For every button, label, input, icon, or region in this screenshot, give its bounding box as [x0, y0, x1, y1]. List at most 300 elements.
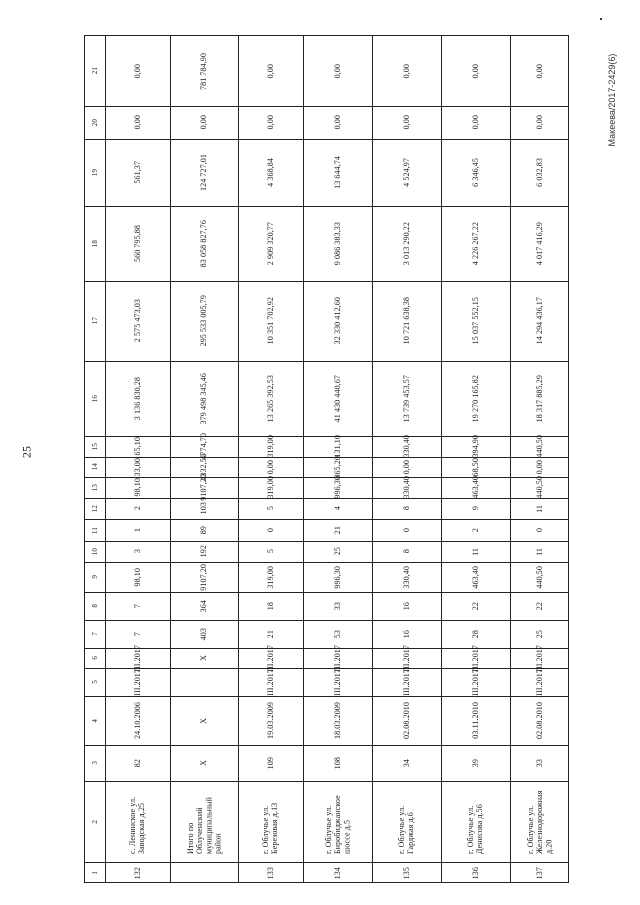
table-cell-text: 996,30: [332, 565, 342, 589]
table-cell-text: X: [199, 760, 209, 766]
table-cell-text: 25: [535, 629, 545, 639]
table-cell: [170, 453, 238, 481]
table-cell-text: 133: [265, 866, 275, 880]
column-number-header-text: 14: [90, 463, 99, 471]
table-cell: [441, 620, 510, 648]
table-cell: [510, 498, 570, 519]
table-cell-text: 02.08.2010: [535, 702, 545, 739]
table-cell: [105, 457, 170, 477]
table-cell-text: 8: [401, 506, 411, 511]
table-cell: [238, 361, 303, 436]
table-cell: [510, 436, 570, 457]
table-cell-text: III.2017: [332, 668, 342, 696]
table-cell: [372, 361, 441, 436]
table-cell: [441, 668, 510, 696]
table-cell: [441, 541, 510, 562]
table-cell: [441, 498, 510, 519]
table-cell: [170, 592, 238, 620]
column-number-header-text: 2: [90, 819, 99, 824]
table-cell: [510, 541, 570, 562]
table-cell-text: 11: [535, 547, 545, 556]
table-cell: [170, 862, 238, 884]
table-cell: [303, 498, 372, 519]
table-cell-text: 108: [332, 756, 342, 770]
table-cell: [105, 592, 170, 620]
column-number-header: [85, 668, 105, 696]
table-cell: [238, 541, 303, 562]
table-cell-text: 22: [470, 601, 480, 611]
table-cell: [510, 457, 570, 477]
column-number-header-text: 8: [90, 604, 99, 608]
table-cell: [170, 648, 238, 668]
table-cell-text: 21: [265, 629, 275, 639]
table-cell: [105, 281, 170, 361]
table-cell: [372, 541, 441, 562]
table-cell: [170, 106, 238, 139]
table-cell-text: 135: [401, 866, 411, 880]
table-cell-text: III.2017: [535, 668, 545, 696]
table-cell-text: 4774,70: [199, 433, 209, 460]
table-cell-text: 319,00: [265, 476, 275, 499]
table-cell-text: 15 037 552,15: [470, 297, 480, 345]
table-cell: [105, 620, 170, 648]
table-cell-text: 7: [132, 631, 142, 637]
table-cell-text: 7: [132, 603, 142, 609]
table-cell-text: 379 498 345,46: [199, 372, 209, 425]
table-cell: [170, 139, 238, 206]
table-cell-text: 16: [401, 601, 411, 611]
table-cell: [238, 139, 303, 206]
table-cell: [372, 206, 441, 281]
table-cell-text: 28: [470, 629, 480, 639]
table-cell: [238, 745, 303, 781]
table-cell: [372, 519, 441, 541]
table-cell: [510, 668, 570, 696]
table-cell-text: 13 644,74: [332, 156, 342, 189]
table-cell-text: 39: [470, 758, 480, 768]
table-cell-text: 330,40: [401, 476, 411, 499]
table-cell: [372, 281, 441, 361]
table-cell-text: 18 317 885,29: [535, 374, 545, 423]
table-cell-text: 103: [199, 502, 209, 515]
document-code: Макеева/2017-2429(6): [607, 53, 617, 147]
table-cell-text: 3 013 290,22: [401, 221, 411, 266]
table-cell-text: 9107,20: [199, 563, 209, 591]
row-address-cell-text: г. Облучье ул. Денисова д.56: [466, 804, 485, 854]
table-cell-text: 4 524,97: [401, 158, 411, 187]
table-cell-text: 53: [332, 629, 342, 639]
table-cell: [510, 562, 570, 592]
table-cell-text: 330,40: [401, 435, 411, 458]
table-cell-text: 18.03.2009: [332, 702, 342, 739]
column-number-header: [85, 562, 105, 592]
table-cell: [105, 436, 170, 457]
table-cell: [170, 541, 238, 562]
table-cell-text: 6 032,83: [535, 158, 545, 187]
table-cell-text: X: [199, 717, 209, 724]
table-cell-text: 0,00: [265, 115, 275, 130]
table-cell-text: 4332,50: [199, 453, 209, 481]
table-cell-text: X: [199, 655, 209, 661]
table-cell-text: 32 330 412,60: [332, 297, 342, 345]
table-cell: [303, 281, 372, 361]
table-cell: [105, 206, 170, 281]
table-cell: [238, 477, 303, 498]
table-cell: [372, 696, 441, 745]
row-address-cell-text: г. Облучье ул. Железнодорожная д.20: [526, 790, 554, 854]
table-cell-text: 21: [332, 525, 342, 535]
table-cell: [105, 862, 170, 884]
table-cell-text: 124 727,01: [199, 154, 209, 191]
table-cell-text: 2 909 320,77: [265, 221, 275, 266]
row-address-cell: [303, 781, 372, 862]
table-cell: [105, 745, 170, 781]
table-cell-text: III.2017: [401, 668, 411, 696]
table-cell: [105, 36, 170, 106]
table-cell: [303, 541, 372, 562]
table-cell: [372, 668, 441, 696]
table-cell: [170, 281, 238, 361]
table-cell: [238, 436, 303, 457]
table-cell-text: 0,00: [401, 63, 411, 79]
table-cell-text: 0,00: [332, 63, 342, 79]
table-cell: [303, 361, 372, 436]
table-cell: [238, 862, 303, 884]
table-cell: [372, 498, 441, 519]
table-cell-text: 463,40: [470, 476, 480, 499]
table-cell-text: 34: [401, 758, 411, 768]
table-cell: [105, 644, 170, 672]
table-cell-text: 24.10.2006: [132, 702, 142, 739]
table-cell: [372, 106, 441, 139]
table-cell: [238, 206, 303, 281]
table-cell-text: 0: [535, 527, 545, 533]
table-cell-text: 22: [535, 601, 545, 611]
table-cell: [303, 477, 372, 498]
column-number-header: [85, 206, 105, 281]
table-cell-text: 02.08.2010: [401, 702, 411, 739]
table-cell: [441, 106, 510, 139]
column-number-header: [85, 862, 105, 884]
table-cell-text: 2: [470, 527, 480, 533]
table-cell-text: 996,30: [332, 476, 342, 499]
table-cell-text: 0,00: [132, 115, 142, 130]
column-number-header-text: 1: [90, 871, 99, 875]
column-number-header-text: 11: [90, 526, 99, 534]
table-cell-text: 98,10: [132, 478, 142, 497]
row-address-cell-text: г. Облучье ул. Биробиджанское шоссе д.5: [323, 795, 352, 854]
table-cell: [510, 106, 570, 139]
table-cell-text: 781 784,90: [199, 52, 209, 90]
table-cell: [510, 361, 570, 436]
column-number-header: [85, 745, 105, 781]
table-cell: [105, 668, 170, 696]
column-number-header: [85, 781, 105, 862]
table-cell-text: III.2017: [265, 644, 275, 672]
table-cell-text: 330,40: [401, 565, 411, 589]
table-cell-text: 0,00: [401, 459, 411, 475]
table-cell-text: 03.11.2010: [470, 702, 480, 739]
table-cell-text: 19.03.2009: [265, 702, 275, 739]
table-cell: [372, 562, 441, 592]
table-cell-text: 9 086 383,33: [332, 221, 342, 266]
table-cell: [105, 106, 170, 139]
table-cell-text: 4 226 267,22: [470, 221, 480, 266]
table-cell: [372, 477, 441, 498]
data-table: [84, 35, 569, 883]
table-cell-text: III.2017: [535, 644, 545, 672]
table-cell: [510, 206, 570, 281]
table-cell-text: 5: [265, 506, 275, 511]
table-cell-text: 192: [199, 545, 209, 558]
table-cell: [303, 668, 372, 696]
table-cell: [303, 620, 372, 648]
table-cell-text: 4: [332, 506, 342, 511]
column-number-header-text: 9: [90, 575, 99, 579]
table-cell-text: 10 351 702,92: [265, 297, 275, 345]
table-cell-text: 11: [535, 504, 545, 513]
table-cell-text: 2: [132, 506, 142, 511]
column-number-header-text: 7: [90, 632, 99, 636]
table-cell-text: 0,00: [535, 459, 545, 475]
table-cell: [303, 36, 372, 106]
scan-mark: [600, 18, 602, 20]
table-cell: [372, 644, 441, 672]
table-cell: [372, 36, 441, 106]
table-cell: [372, 862, 441, 884]
table-cell: [238, 519, 303, 541]
table-cell-text: 13 265 392,53: [265, 374, 275, 423]
table-cell-text: 0: [401, 527, 411, 533]
column-number-header-text: 13: [90, 483, 99, 492]
table-cell-text: 33: [332, 601, 342, 611]
table-cell: [510, 139, 570, 206]
table-cell: [441, 696, 510, 745]
table-cell-text: 0,00: [199, 115, 209, 130]
table-cell: [238, 457, 303, 477]
table-cell: [510, 519, 570, 541]
table-cell: [238, 592, 303, 620]
table-cell-text: 6 346,45: [470, 158, 480, 187]
table-cell: [170, 745, 238, 781]
table-cell-text: 0,00: [265, 459, 275, 475]
table-cell-text: 82: [132, 758, 142, 768]
table-cell-text: 440,50: [535, 565, 545, 589]
column-number-header: [85, 519, 105, 541]
column-number-header-text: 3: [90, 761, 99, 765]
table-cell-text: 19 270 165,82: [470, 374, 480, 423]
column-number-header-text: 15: [90, 442, 99, 451]
table-cell-text: 83 058 827,76: [199, 219, 209, 268]
table-cell: [441, 644, 510, 672]
table-cell-text: 5: [265, 549, 275, 554]
table-cell: [441, 477, 510, 498]
table-cell-text: 403: [199, 627, 209, 641]
table-cell: [510, 644, 570, 672]
table-cell-text: 3 136 830,28: [132, 376, 142, 421]
table-cell-text: 13 739 453,57: [401, 374, 411, 423]
table-cell-text: 16: [401, 629, 411, 639]
table-cell: [372, 592, 441, 620]
row-address-cell: [441, 781, 510, 862]
table-cell: [372, 745, 441, 781]
table-cell-text: 11: [470, 547, 480, 556]
table-cell: [105, 519, 170, 541]
row-address-cell: [170, 781, 238, 862]
column-number-header-text: 17: [90, 317, 99, 325]
table-cell: [372, 139, 441, 206]
table-cell-text: 4 017 416,29: [535, 221, 545, 266]
table-cell: [238, 36, 303, 106]
table-cell-text: 0,00: [535, 63, 545, 79]
row-address-cell: [238, 781, 303, 862]
table-cell: [170, 620, 238, 648]
table-cell: [372, 457, 441, 477]
column-number-header: [85, 592, 105, 620]
page-number: 25: [19, 446, 34, 458]
table-cell-text: 364: [199, 599, 209, 613]
table-cell: [441, 592, 510, 620]
column-number-header-text: 18: [90, 239, 99, 248]
table-cell: [510, 745, 570, 781]
table-cell: [170, 498, 238, 519]
table-cell: [238, 668, 303, 696]
table-cell: [105, 139, 170, 206]
table-cell: [170, 562, 238, 592]
table-cell-text: III.2017: [470, 668, 480, 696]
column-number-header: [85, 106, 105, 139]
table-cell: [441, 745, 510, 781]
table-cell: [303, 644, 372, 672]
table-cell-text: 440,50: [535, 435, 545, 458]
table-cell-text: 0,00: [470, 115, 480, 130]
table-cell-text: 440,50: [535, 476, 545, 499]
table-cell-text: 560 795,88: [132, 225, 142, 262]
table-cell-text: 132: [132, 866, 142, 880]
column-number-header: [85, 436, 105, 457]
column-number-header-text: 16: [90, 394, 99, 403]
table-cell: [303, 139, 372, 206]
table-cell: [441, 36, 510, 106]
table-cell-text: 8: [401, 549, 411, 554]
column-number-header: [85, 36, 105, 106]
table-cell-text: 0: [265, 527, 275, 533]
table-cell-text: 865,20: [332, 455, 342, 479]
table-cell: [170, 36, 238, 106]
table-cell-text: 3: [132, 549, 142, 554]
table-cell-text: 25: [332, 547, 342, 556]
table-cell: [105, 696, 170, 745]
row-address-cell: [510, 781, 570, 862]
table-cell: [441, 562, 510, 592]
column-number-header: [85, 477, 105, 498]
column-number-header: [85, 457, 105, 477]
table-cell-text: 561,37: [132, 161, 142, 184]
table-cell-text: 137: [535, 866, 545, 880]
table-cell-text: 14 294 436,17: [535, 297, 545, 345]
table-cell: [170, 519, 238, 541]
table-cell: [303, 696, 372, 745]
table-cell: [238, 106, 303, 139]
column-number-header: [85, 541, 105, 562]
table-cell: [441, 519, 510, 541]
column-number-header-text: 21: [90, 67, 99, 75]
table-cell-text: 319,00: [265, 435, 275, 458]
table-cell: [441, 457, 510, 477]
column-number-header: [85, 498, 105, 519]
table-cell-text: 0,00: [332, 115, 342, 130]
row-address-cell-text: Итого по Облученский муниципальный район: [185, 797, 223, 854]
table-cell: [372, 436, 441, 457]
column-number-header: [85, 620, 105, 648]
table-cell-text: 9107,20: [199, 474, 209, 501]
table-cell-text: 134: [332, 866, 342, 880]
column-number-header: [85, 648, 105, 668]
table-cell-text: 136: [470, 866, 480, 880]
table-cell-text: 0,00: [265, 63, 275, 79]
table-cell: [441, 862, 510, 884]
row-address-cell-text: с. Ленинское ул. Заводская д.25: [128, 796, 147, 854]
table-cell-text: 33,00: [132, 457, 142, 477]
table-cell: [170, 433, 238, 460]
table-cell-text: 2 575 473,03: [132, 299, 142, 343]
table-cell-text: 0,00: [470, 63, 480, 79]
table-cell: [238, 696, 303, 745]
table-cell-text: 319,00: [265, 565, 275, 589]
table-cell: [510, 281, 570, 361]
table-cell: [510, 696, 570, 745]
table-cell-text: 4 368,84: [265, 158, 275, 187]
table-cell: [105, 541, 170, 562]
table-cell: [303, 862, 372, 884]
table-cell-text: 109: [265, 756, 275, 770]
table-cell: [441, 436, 510, 457]
row-address-cell: [372, 781, 441, 862]
table-cell-text: 41 430 440,67: [332, 374, 342, 423]
table-cell: [303, 436, 372, 457]
table-cell: [510, 620, 570, 648]
table-cell: [105, 498, 170, 519]
table-cell: [510, 36, 570, 106]
table-cell: [303, 206, 372, 281]
table-cell-text: 33: [535, 758, 545, 768]
row-address-cell-text: г. Облучье ул. Березовая д.13: [261, 802, 280, 854]
table-cell: [105, 562, 170, 592]
table-cell-text: 68,50: [470, 457, 480, 477]
table-cell-text: 463,40: [470, 565, 480, 589]
table-cell: [303, 519, 372, 541]
table-cell-text: III.2017: [470, 644, 480, 672]
column-number-header-text: 19: [90, 168, 99, 177]
column-number-header: [85, 139, 105, 206]
table-cell-text: 0,00: [401, 115, 411, 130]
table-cell: [238, 498, 303, 519]
table-cell: [372, 620, 441, 648]
table-cell-text: 18: [265, 601, 275, 611]
table-cell: [510, 592, 570, 620]
column-number-header-text: 5: [90, 680, 99, 684]
table-cell: [105, 477, 170, 498]
row-address-cell: [105, 781, 170, 862]
table-cell-text: 98,10: [132, 567, 142, 587]
table-cell: [170, 206, 238, 281]
table-cell: [238, 644, 303, 672]
column-number-header: [85, 696, 105, 745]
table-cell: [510, 477, 570, 498]
column-number-header: [85, 361, 105, 436]
column-number-header-text: 4: [90, 718, 99, 723]
table-cell-text: III.2017: [332, 644, 342, 672]
